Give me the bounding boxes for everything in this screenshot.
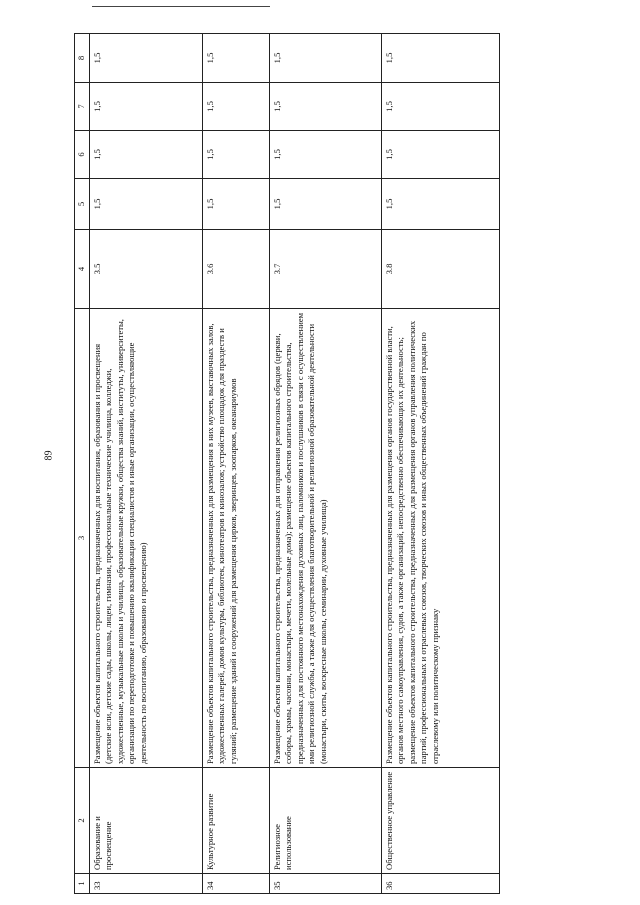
land-use-code: 3.6	[202, 230, 269, 309]
table-row	[269, 34, 381, 894]
column-header: 1	[75, 874, 90, 894]
row-number: 35	[269, 874, 381, 894]
column-header: 2	[75, 768, 90, 874]
land-use-name: Общественное управление	[381, 768, 499, 874]
rotated-table-container	[74, 34, 624, 894]
coefficient-cell: 1,5	[89, 131, 202, 179]
table-row	[381, 34, 499, 894]
column-header: 3	[75, 309, 90, 768]
coefficient-cell: 1,5	[269, 179, 381, 230]
column-header: 8	[75, 34, 90, 83]
column-header: 5	[75, 179, 90, 230]
coefficient-cell: 1,5	[381, 83, 499, 131]
land-use-name: Религиозное использование	[269, 768, 381, 874]
header-rule	[92, 6, 270, 7]
land-use-name: Культурное развитие	[202, 768, 269, 874]
coefficient-cell: 1,5	[89, 83, 202, 131]
land-use-table	[74, 33, 500, 894]
coefficient-cell: 1,5	[202, 83, 269, 131]
table-row	[89, 34, 202, 894]
coefficient-cell: 1,5	[89, 179, 202, 230]
land-use-code: 3.7	[269, 230, 381, 309]
land-use-description: Размещение объектов капитального строительства, предназначенных для размещения органов государственной власти, органов местного самоуправления, судов, а также организаций, непосредственно обеспечивающих их деятельность; размещение объектов капитального строительства, предназначенных для размещения органов управления политических партий, профессиональных и отраслевых союзов, творческих союзов и иных общественных объединений граждан по отраслевому или политическому признаку	[381, 309, 499, 768]
land-use-code: 3.8	[381, 230, 499, 309]
coefficient-cell: 1,5	[381, 179, 499, 230]
row-number: 36	[381, 874, 499, 894]
coefficient-cell: 1,5	[202, 34, 269, 83]
row-number: 33	[89, 874, 202, 894]
coefficient-cell: 1,5	[202, 131, 269, 179]
coefficient-cell: 1,5	[381, 131, 499, 179]
land-use-description: Размещение объектов капитального строительства, предназначенных для воспитания, образования и просвещения (детские ясли, детские сады, школы, лицеи, гимназии, профессиональные технические училища, колледжи, художественные, музыкальные школы и училища, образовательные кружки, общества знаний, институты, университеты, организации по переподготовке и повышению квалификации специалистов и иные организации, осуществляющие деятельность по воспитанию, образованию и просвещению)	[89, 309, 202, 768]
land-use-code: 3.5	[89, 230, 202, 309]
coefficient-cell: 1,5	[269, 34, 381, 83]
coefficient-cell: 1,5	[381, 34, 499, 83]
coefficient-cell: 1,5	[202, 179, 269, 230]
coefficient-cell: 1,5	[269, 83, 381, 131]
column-header: 7	[75, 83, 90, 131]
page-number: 89	[43, 450, 55, 461]
column-header: 6	[75, 131, 90, 179]
land-use-description: Размещение объектов капитального строительства, предназначенных для отправления религиозных обрядов (церкви, соборы, храмы, часовни, монастыри, мечети, молельные дома); размещение объектов капитального строительства, предназначенных для постоянного местонахождения духовных лиц, паломников и послушников в связи с осуществлением ими религиозной службы, а также для осуществления благотворительной и религиозной образовательной деятельности (монастыри, скиты, воскресные школы, семинарии, духовные училища)	[269, 309, 381, 768]
coefficient-cell: 1,5	[269, 131, 381, 179]
coefficient-cell: 1,5	[89, 34, 202, 83]
land-use-description: Размещение объектов капитального строительства, предназначенных для размещения в них музеев, выставочных залов, художественных галерей, домов культуры, библиотек, кинотеатров и кинозалов; устройство площадок для праздеств и гуляний; размещение зданий и сооружений для размещения цирков, зверинцев, зоопарков, океанариумов	[202, 309, 269, 768]
table-row	[202, 34, 269, 894]
table-header-row	[75, 34, 90, 894]
column-header: 4	[75, 230, 90, 309]
row-number: 34	[202, 874, 269, 894]
land-use-name: Образование и просвещение	[89, 768, 202, 874]
